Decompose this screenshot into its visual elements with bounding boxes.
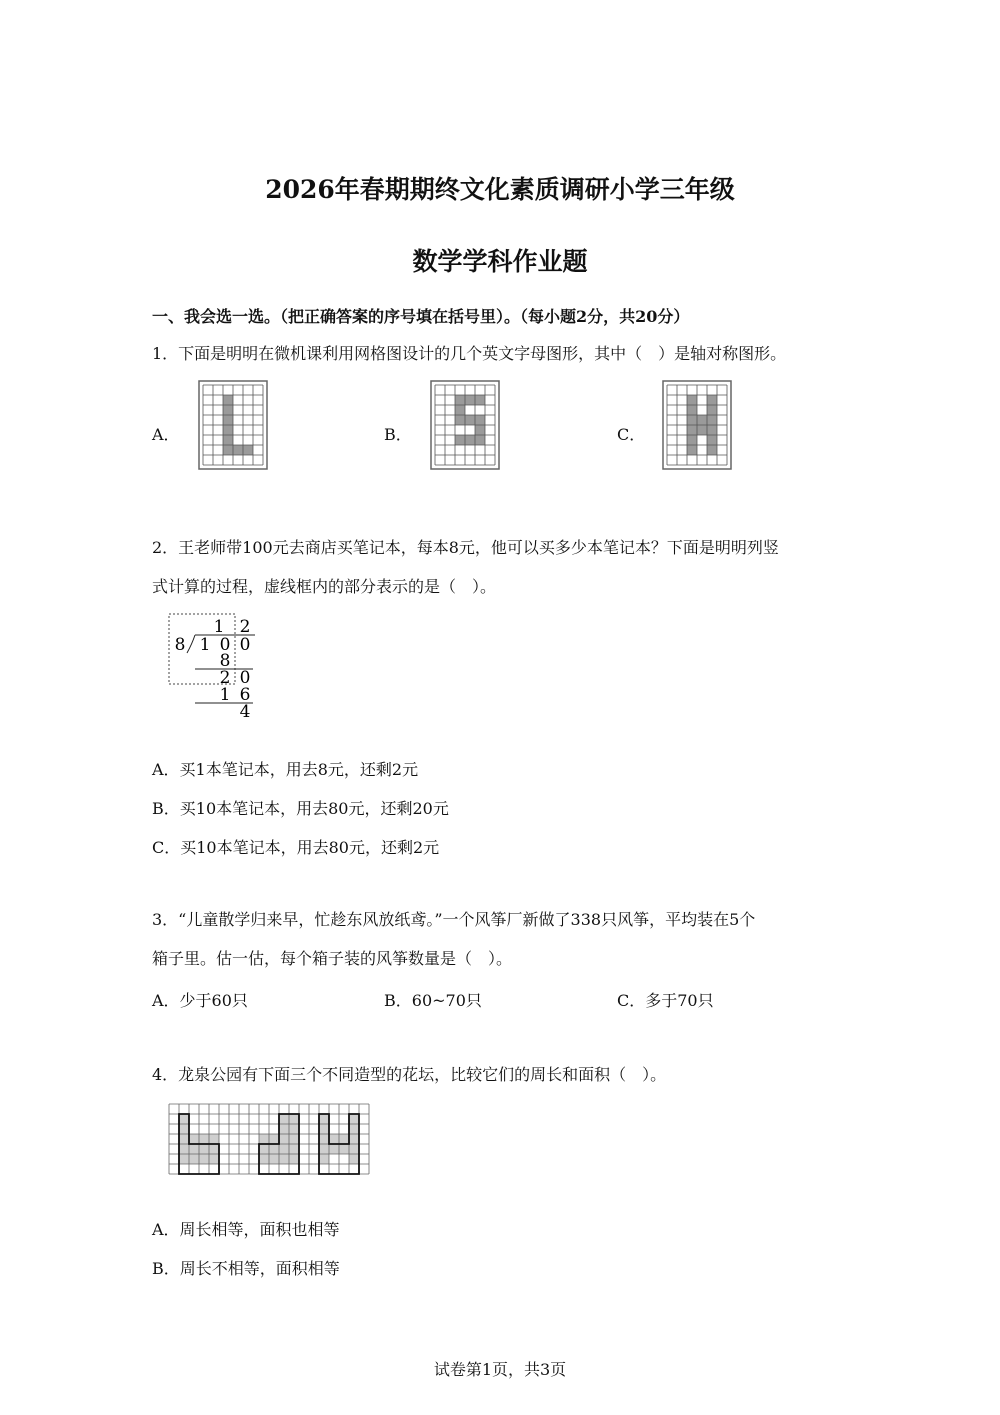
flowerbed-grid-figure bbox=[168, 1103, 370, 1175]
long-division-figure bbox=[165, 612, 265, 722]
q3-option-b: B．60~70只 bbox=[384, 991, 482, 1010]
divisor: 8 bbox=[174, 635, 186, 655]
final-remainder: 4 bbox=[239, 702, 251, 722]
dividend-digit-2: 0 bbox=[219, 635, 231, 655]
q3-option-a: A．少于60只 bbox=[152, 991, 248, 1010]
q2-option-c: C．买10本笔记本，用去80元，还剩2元 bbox=[152, 838, 440, 857]
q2-stem-line1: 2．王老师带100元去商店买笔记本，每本8元，他可以买多少本笔记本？下面是明明列竖 bbox=[152, 538, 779, 557]
letter-s-grid-figure bbox=[430, 380, 500, 472]
dividend-digit-3: 0 bbox=[239, 635, 251, 655]
q4-option-b: B．周长不相等，面积相等 bbox=[152, 1259, 340, 1278]
rem1-digit-2: 0 bbox=[239, 668, 251, 688]
q2-option-a: A．买1本笔记本，用去8元，还剩2元 bbox=[152, 760, 419, 779]
rem1-digit-1: 2 bbox=[219, 668, 231, 688]
letter-h-grid-figure bbox=[662, 380, 732, 472]
dividend-digit-1: 1 bbox=[199, 635, 211, 655]
q1-option-a: A． bbox=[152, 425, 180, 444]
letter-l-grid-figure bbox=[198, 380, 268, 472]
q1-stem: 1．下面是明明在微机课利用网格图设计的几个英文字母图形，其中（ ）是轴对称图形。 bbox=[152, 344, 787, 363]
page-footer: 试卷第1页，共3页 bbox=[433, 1360, 567, 1379]
page-subtitle: 数学学科作业题 bbox=[412, 247, 588, 276]
quotient-digit-1: 1 bbox=[213, 617, 225, 637]
q3-stem-line1: 3．“儿童散学归来早，忙趁东风放纸鸢。”一个风筝厂新做了338只风筝，平均装在5个 bbox=[152, 910, 756, 929]
q4-stem: 4．龙泉公园有下面三个不同造型的花坛，比较它们的周长和面积（ ）。 bbox=[152, 1065, 667, 1084]
section-header: 一、我会选一选。（把正确答案的序号填在括号里）。（每小题2分，共20分） bbox=[152, 307, 690, 326]
step2-digit-1: 1 bbox=[219, 685, 231, 705]
q4-option-a: A．周长相等，面积也相等 bbox=[152, 1220, 340, 1239]
q2-option-b: B．买10本笔记本，用去80元，还剩20元 bbox=[152, 799, 449, 818]
step1-product: 8 bbox=[219, 651, 231, 671]
q2-stem-line2: 式计算的过程，虚线框内的部分表示的是（ ）。 bbox=[152, 577, 497, 596]
step2-digit-2: 6 bbox=[239, 685, 251, 705]
page-title: 2026年春期期终文化素质调研小学三年级 bbox=[265, 175, 735, 204]
q1-option-b: B． bbox=[384, 425, 412, 444]
q1-option-c: C． bbox=[617, 425, 646, 444]
q3-option-c: C．多于70只 bbox=[617, 991, 714, 1010]
quotient-digit-2: 2 bbox=[239, 617, 251, 637]
q3-stem-line2: 箱子里。估一估，每个箱子装的风筝数量是（ ）。 bbox=[152, 949, 513, 968]
